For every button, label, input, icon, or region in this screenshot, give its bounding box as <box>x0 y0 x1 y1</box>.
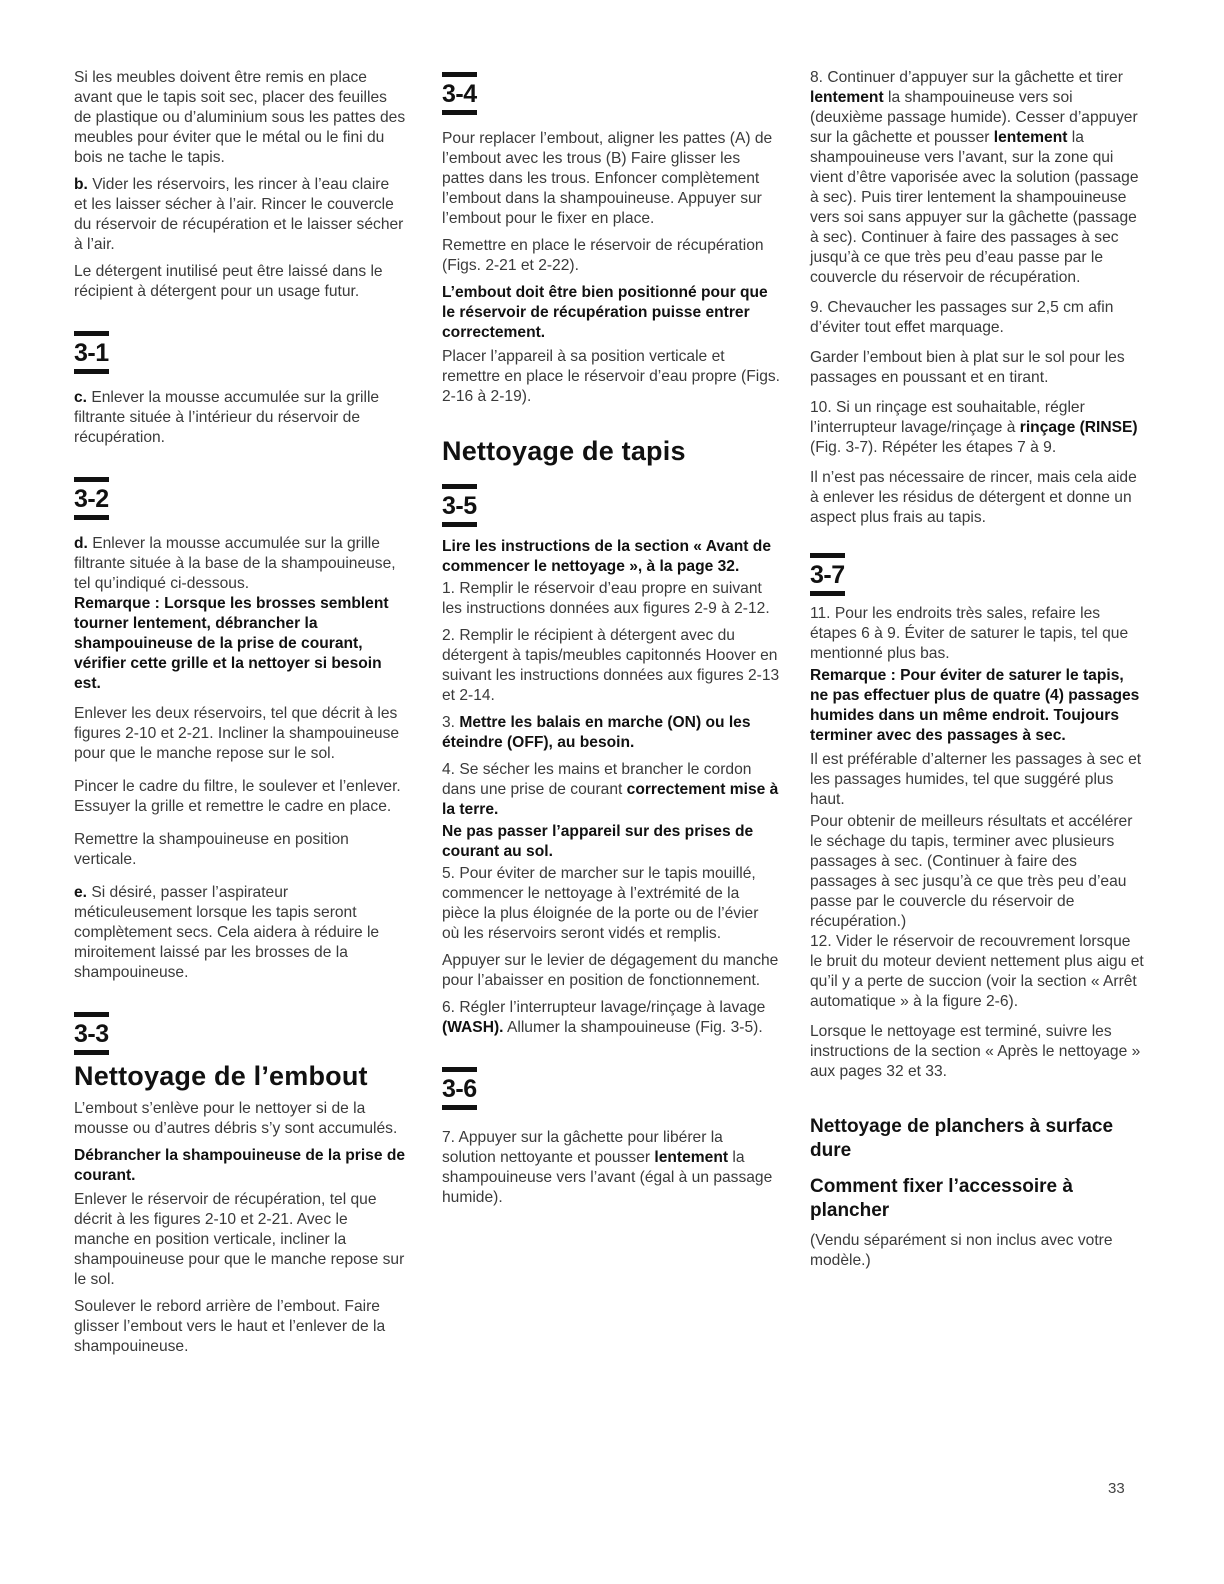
remark-bold: Remarque : Pour éviter de saturer le tapis, ne pas effectuer plus de quatre (4) passages humides dans un même endroit. Toujours terminer avec des passages à sec. <box>810 667 1140 744</box>
paragraph: Le détergent inutilisé peut être laissé dans le récipient à détergent pour un usage futur. <box>74 263 383 300</box>
paragraph: (Vendu séparément si non inclus avec votre modèle.) <box>810 1232 1113 1269</box>
paragraph: 1. Remplir le réservoir d’eau propre en suivant les instructions données aux figures 2-9 à 2-12. <box>442 580 770 617</box>
paragraph: c. Enlever la mousse accumulée sur la grille filtrante située à l’intérieur du réservoir de récupération. <box>74 389 380 446</box>
paragraph: Remettre la shampouineuse en position verticale. <box>74 831 349 868</box>
paragraph: 7. Appuyer sur la gâchette pour libérer la solution nettoyante et pousser lentement la shampouineuse vers l’avant (égal à un passage humide). <box>442 1129 773 1206</box>
step-label-3-6: 3-6 <box>442 1067 477 1110</box>
remark-bold: Remarque : Lorsque les brosses semblent tourner lentement, débrancher la shampouineuse de la prise de courant, vérifier cette grille et la nettoyer si besoin est. <box>74 595 389 692</box>
heading-accessoire: Comment fixer l’accessoire à plancher <box>810 1176 1073 1221</box>
step-label-3-3: 3-3 <box>74 1012 109 1055</box>
paragraph: Pour replacer l’embout, aligner les pattes (A) de l’embout avec les trous (B) Faire glisser les pattes dans les trous. Enfoncer complètement l’embout dans la shampouineuse. Appuyer sur l’embout pour le fixer en place. <box>442 130 773 227</box>
paragraph: Si les meubles doivent être remis en place avant que le tapis soit sec, placer des feuilles de plastique ou d’aluminium sous les pattes des meubles pour éviter que le métal ou le fini du bois ne tache le tapis. <box>74 69 406 166</box>
paragraph: 11. Pour les endroits très sales, refaire les étapes 6 à 9. Éviter de saturer le tapis, tel que mentionné plus bas. <box>810 605 1129 662</box>
paragraph: Enlever le réservoir de récupération, tel que décrit à les figures 2-10 et 2-21. Avec le manche en position verticale, incliner la shampouineuse pour que le manche repose sur le sol. <box>74 1191 405 1288</box>
step-label-3-1: 3-1 <box>74 331 109 374</box>
paragraph: Pour obtenir de meilleurs résultats et accélérer le séchage du tapis, terminer avec plusieurs passages à sec. (Continuer à faire des passages à sec jusqu’à ce que très peu d’eau passe par le couvercle du réservoir de récupération.) <box>810 813 1133 930</box>
warning-bold: Débrancher la shampouineuse de la prise de courant. <box>74 1147 406 1184</box>
step-label-3-5: 3-5 <box>442 484 477 527</box>
paragraph: 10. Si un rinçage est souhaitable, régler l’interrupteur lavage/rinçage à rinçage (RINSE) (Fig. 3-7). Répéter les étapes 7 à 9. <box>810 399 1138 456</box>
step-label-3-4: 3-4 <box>442 72 477 115</box>
paragraph: L’embout s’enlève pour le nettoyer si de la mousse ou d’autres débris s’y sont accumulés. <box>74 1100 398 1137</box>
warning-bold: Ne pas passer l’appareil sur des prises de courant au sol. <box>442 823 754 860</box>
column-left <box>74 68 406 1364</box>
paragraph: Garder l’embout bien à plat sur le sol pour les passages en poussant et en tirant. <box>810 349 1125 386</box>
paragraph: b. Vider les réservoirs, les rincer à l’eau claire et les laisser sécher à l’air. Rincer le couvercle du réservoir de récupération et le laisser sécher à l’air. <box>74 176 404 253</box>
paragraph: Appuyer sur le levier de dégagement du manche pour l’abaisser en position de fonctionnement. <box>442 952 779 989</box>
instruction-bold: Lire les instructions de la section « Avant de commencer le nettoyage », à la page 32. <box>442 538 772 575</box>
heading-embout: Nettoyage de l’embout <box>74 1061 368 1091</box>
paragraph: Enlever les deux réservoirs, tel que décrit à les figures 2-10 et 2-21. Incliner la shampouineuse pour que le manche repose sur le sol. <box>74 705 400 762</box>
paragraph: 12. Vider le réservoir de recouvrement lorsque le bruit du moteur devient nettement plus aigu et qu’il y a perte de succion (voir la section « Arrêt automatique » à la figure 2-6). <box>810 933 1144 1010</box>
paragraph: Soulever le rebord arrière de l’embout. Faire glisser l’embout vers le haut et l’enlever de la shampouineuse. <box>74 1298 386 1355</box>
paragraph: Remettre en place le réservoir de récupération (Figs. 2-21 et 2-22). <box>442 237 764 274</box>
paragraph: Pincer le cadre du filtre, le soulever et l’enlever. Essuyer la grille et remettre le cadre en place. <box>74 778 401 815</box>
page-number: 33 <box>1108 1480 1125 1497</box>
paragraph: d. Enlever la mousse accumulée sur la grille filtrante située à la base de la shampouineuse, tel qu’indiqué ci-dessous. <box>74 535 396 592</box>
paragraph: e. Si désiré, passer l’aspirateur méticuleusement lorsque les tapis seront complètement secs. Cela aidera à réduire le miroitement laissé par les brosses de la shampouineuse. <box>74 884 380 981</box>
warning-bold: L’embout doit être bien positionné pour que le réservoir de récupération puisse entrer correctement. <box>442 284 768 341</box>
paragraph: 3. Mettre les balais en marche (ON) ou les éteindre (OFF), au besoin. <box>442 714 751 751</box>
paragraph: 9. Chevaucher les passages sur 2,5 cm afin d’éviter tout effet marquage. <box>810 299 1114 336</box>
heading-tapis: Nettoyage de tapis <box>442 436 686 466</box>
step-label-3-2: 3-2 <box>74 477 109 520</box>
paragraph: 2. Remplir le récipient à détergent avec du détergent à tapis/meubles capitonnés Hoover en suivant les instructions données aux figures 2-13 et 2-14. <box>442 627 780 704</box>
column-middle <box>442 68 780 1215</box>
step-label-3-7: 3-7 <box>810 553 845 596</box>
paragraph: Lorsque le nettoyage est terminé, suivre les instructions de la section « Après le nettoyage » aux pages 32 et 33. <box>810 1023 1141 1080</box>
paragraph: Placer l’appareil à sa position verticale et remettre en place le réservoir d’eau propre (Figs. 2-16 à 2-19). <box>442 348 781 405</box>
column-right <box>810 68 1146 1278</box>
paragraph: 8. Continuer d’appuyer sur la gâchette et tirer lentement la shampouineuse vers soi (deuxième passage humide). Cesser d’appuyer sur la gâchette et pousser lentement la shampouineuse vers l’avant, sur la zone qui vient d’être vaporisée avec la solution (passage à sec). Puis tirer lentement la shampouineuse vers soi sans appuyer sur la gâchette (passage à sec). Continuer à faire des passages à sec jusqu’à ce que très peu d’eau passe par le couvercle du réservoir de récupération. <box>810 69 1139 286</box>
paragraph: 4. Se sécher les mains et brancher le cordon dans une prise de courant correctement mise à la terre. <box>442 761 779 818</box>
paragraph: 6. Régler l’interrupteur lavage/rinçage à lavage (WASH). Allumer la shampouineuse (Fig. 3-5). <box>442 999 766 1036</box>
paragraph: Il n’est pas nécessaire de rincer, mais cela aide à enlever les résidus de détergent et donne un aspect plus frais au tapis. <box>810 469 1137 526</box>
paragraph: 5. Pour éviter de marcher sur le tapis mouillé, commencer le nettoyage à l’extrémité de la pièce la plus éloignée de la porte ou de l’évier où les réservoirs seront vidés et remplis. <box>442 865 759 942</box>
paragraph: Il est préférable d’alterner les passages à sec et les passages humides, tel que suggéré plus haut. <box>810 751 1142 808</box>
heading-planchers: Nettoyage de planchers à surface dure <box>810 1116 1114 1161</box>
